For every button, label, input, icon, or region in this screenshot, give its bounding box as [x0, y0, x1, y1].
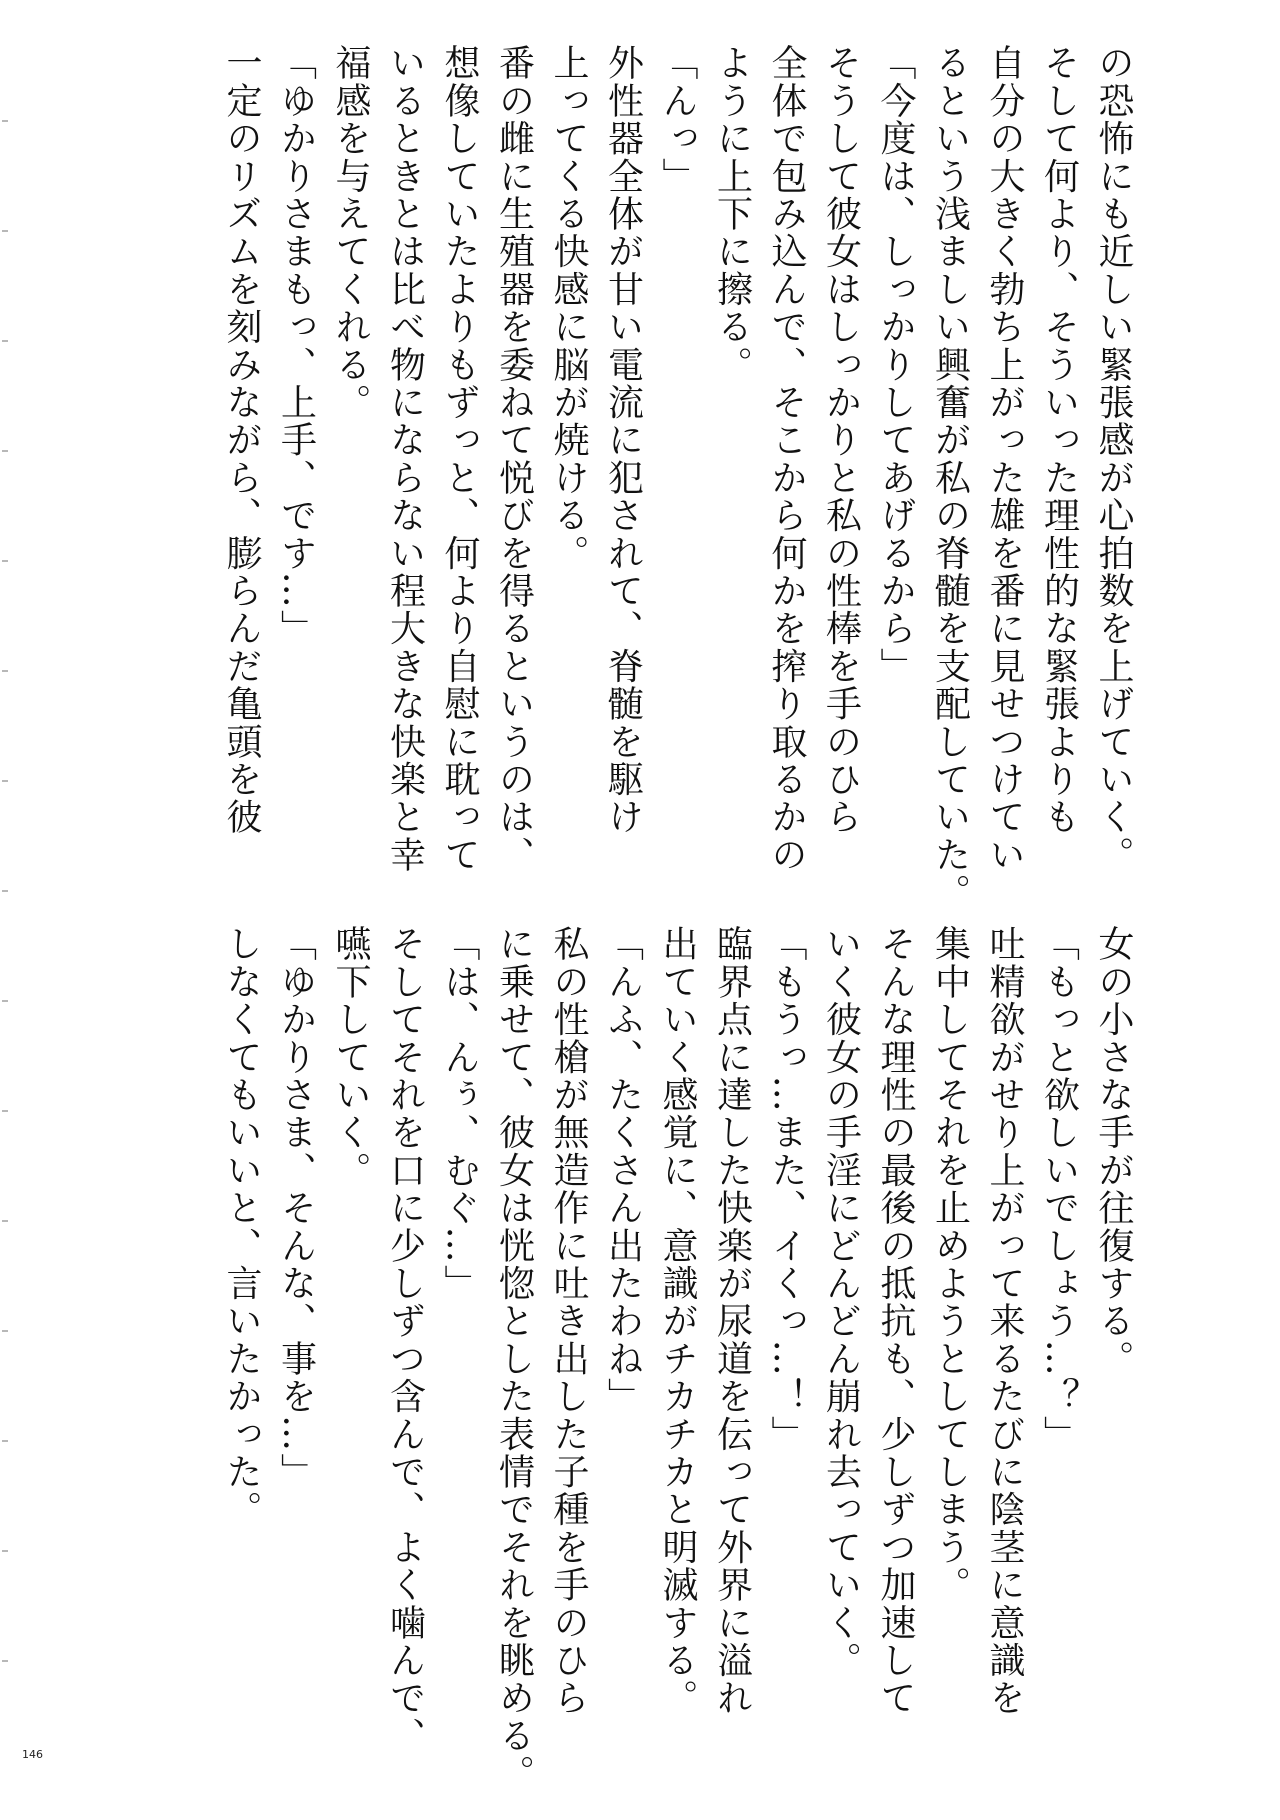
text-line: の恐怖にも近しい緊張感が心拍数を上げていく。 — [1093, 44, 1134, 874]
text-line: 福感を与えてくれる。 — [330, 44, 371, 421]
dialogue-line: 「今度は、しっかりしてあげるから」 — [875, 44, 916, 685]
text-line: しなくてもいいと、言いたかった。 — [221, 925, 262, 1529]
text-line: 自分の大きく勃ち上がった雄を番に見せつけてい — [984, 44, 1025, 874]
dialogue-line: 「んふ、たくさん出たわね」 — [602, 925, 644, 1416]
dialogue-line: 「もうっ…また、イくっ…！」 — [766, 925, 807, 1453]
text-line: 上ってくる快感に脳が焼ける。 — [548, 44, 589, 572]
page-edge-marks — [0, 0, 14, 1820]
text-line: 全体で包み込んで、そこから何かを搾り取るかの — [766, 44, 807, 874]
dialogue-line: 「もっと欲しいでしょう…？」 — [1038, 925, 1080, 1453]
dialogue-line: 「ゆかりさまもっ、上手、です…」 — [275, 44, 317, 648]
upper-text-block — [130, 44, 1140, 912]
text-line: 女の小さな手が往復する。 — [1093, 925, 1134, 1378]
text-line: そんな理性の最後の抵抗も、少しずつ加速して — [875, 925, 916, 1717]
text-line: 想像していたよりもずっと、何より自慰に耽って — [439, 44, 480, 874]
text-line: そしてそれを口に少しずつ含んで、よく噛んで、 — [384, 925, 426, 1755]
text-line: 集中してそれを止めようとしてしまう。 — [929, 925, 971, 1604]
text-line: いるときとは比べ物にならない程大きな快楽と幸 — [384, 44, 426, 874]
text-line: 臨界点に達した快楽が尿道を伝って外界に溢れ — [711, 925, 753, 1717]
lower-text-block — [130, 925, 1140, 1793]
text-line: ように上下に擦る。 — [711, 44, 753, 384]
dialogue-line: 「は、んぅ、むぐ…」 — [439, 925, 480, 1302]
dialogue-line: 「んっ」 — [657, 44, 698, 195]
text-line: そうして彼女はしっかりと私の性棒を手のひら — [820, 44, 862, 836]
text-line: 一定のリズムを刻みながら、膨らんだ亀頭を彼 — [221, 44, 262, 836]
text-line: 外性器全体が甘い電流に犯されて、脊髄を駆け — [602, 44, 644, 836]
text-line: そして何より、そういった理性的な緊張よりも — [1038, 44, 1080, 836]
dialogue-line: 「ゆかりさま、そんな、事を…」 — [275, 925, 317, 1491]
text-line: いく彼女の手淫にどんどん崩れ去っていく。 — [820, 925, 862, 1679]
text-line: るという浅ましい興奮が私の脊髄を支配していた。 — [929, 44, 971, 912]
text-line: に乗せて、彼女は恍惚とした表情でそれを眺める。 — [493, 925, 535, 1793]
text-line: 番の雌に生殖器を委ねて悦びを得るというのは、 — [493, 44, 535, 874]
text-line: 出ていく感覚に、意識がチカチカと明滅する。 — [657, 925, 698, 1717]
page-number: 146 — [22, 1748, 43, 1761]
text-line: 吐精欲がせり上がって来るたびに陰茎に意識を — [984, 925, 1025, 1717]
text-line: 嚥下していく。 — [330, 925, 371, 1189]
text-line: 私の性槍が無造作に吐き出した子種を手のひら — [548, 925, 589, 1717]
